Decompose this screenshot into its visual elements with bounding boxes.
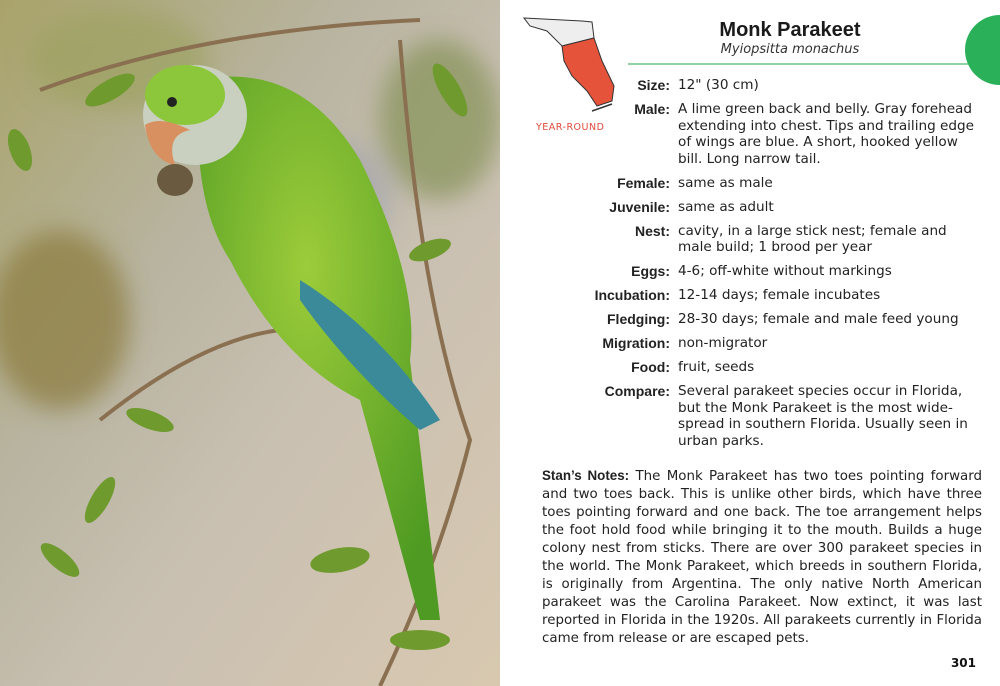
- fact-value: 12-14 days; female incubates: [678, 287, 881, 303]
- fact-value: same as adult: [678, 198, 774, 215]
- fact-male: [500, 101, 980, 167]
- fact-label: Size:: [637, 77, 670, 93]
- range-label: YEAR-ROUND: [536, 122, 605, 133]
- fact-incubation: [500, 287, 980, 304]
- notes-label: Stan’s Notes:: [542, 468, 630, 483]
- fact-nest: [500, 223, 980, 256]
- fact-label: Incubation:: [594, 287, 670, 303]
- fact-label: Nest:: [634, 222, 670, 239]
- facts-list: [500, 77, 980, 457]
- fact-label: Migration:: [602, 335, 670, 351]
- fact-value: 12" (30 cm): [678, 77, 759, 93]
- fact-juvenile: [500, 199, 980, 216]
- fact-fledging: [500, 311, 980, 328]
- page-number: 301: [950, 656, 976, 670]
- fact-compare: [500, 383, 980, 449]
- divider: [628, 63, 968, 65]
- fact-value: non-migrator: [678, 335, 768, 351]
- fact-label: Female:: [617, 174, 670, 191]
- fact-female: [500, 175, 980, 192]
- fact-size: [500, 77, 980, 94]
- stans-notes: [542, 467, 982, 648]
- fact-value: 28-30 days; female and male feed young: [678, 311, 959, 327]
- fact-food: [500, 359, 980, 376]
- fact-label: Compare:: [604, 383, 670, 399]
- fact-migration: [500, 335, 980, 352]
- fact-eggs: [500, 263, 980, 280]
- fact-value: same as male: [678, 174, 773, 191]
- fact-label: Juvenile:: [609, 198, 670, 215]
- fact-label: Food:: [631, 359, 670, 375]
- fact-label: Eggs:: [631, 263, 670, 279]
- species-page: [500, 0, 1000, 686]
- notes-text: The Monk Parakeet has two toes pointing forward and two toes back. This is unlike other birds, which have three toes pointing forward and one back. The toe arrangement helps the foot hold food while bringing it to the mouth. Builds a huge colony nest from sticks. There are over 300 parakeet species in the world. The Monk Parakeet, which breeds in southern Florida, is originally from Argentina. The only native North American parakeet was the Carolina Parakeet. Now extinct, it was last reported in Florida in the 1920s. All parakeets currently in Florida came from release or are escaped pets.: [542, 469, 982, 646]
- fact-value: A lime green back and belly. Gray forehead extending into chest. Tips and trailing edge of wings are blue. A short, hooked yellow bill. Long narrow tail.: [678, 101, 975, 167]
- fact-value: 4-6; off-white without markings: [678, 263, 892, 279]
- fact-label: Fledging:: [607, 311, 670, 327]
- species-scientific-name: Myiopsitta monachus: [720, 42, 860, 57]
- fact-value: cavity, in a large stick nest; female and male build; 1 brood per year: [678, 222, 947, 255]
- color-tab: [965, 15, 1000, 85]
- fact-value: fruit, seeds: [678, 359, 755, 375]
- fact-value: Several parakeet species occur in Florida, but the Monk Parakeet is the most wide-spread in southern Florida. Usually seen in urban parks.: [678, 383, 968, 449]
- fact-label: Male:: [634, 101, 670, 117]
- species-common-name: Monk Parakeet: [719, 19, 861, 41]
